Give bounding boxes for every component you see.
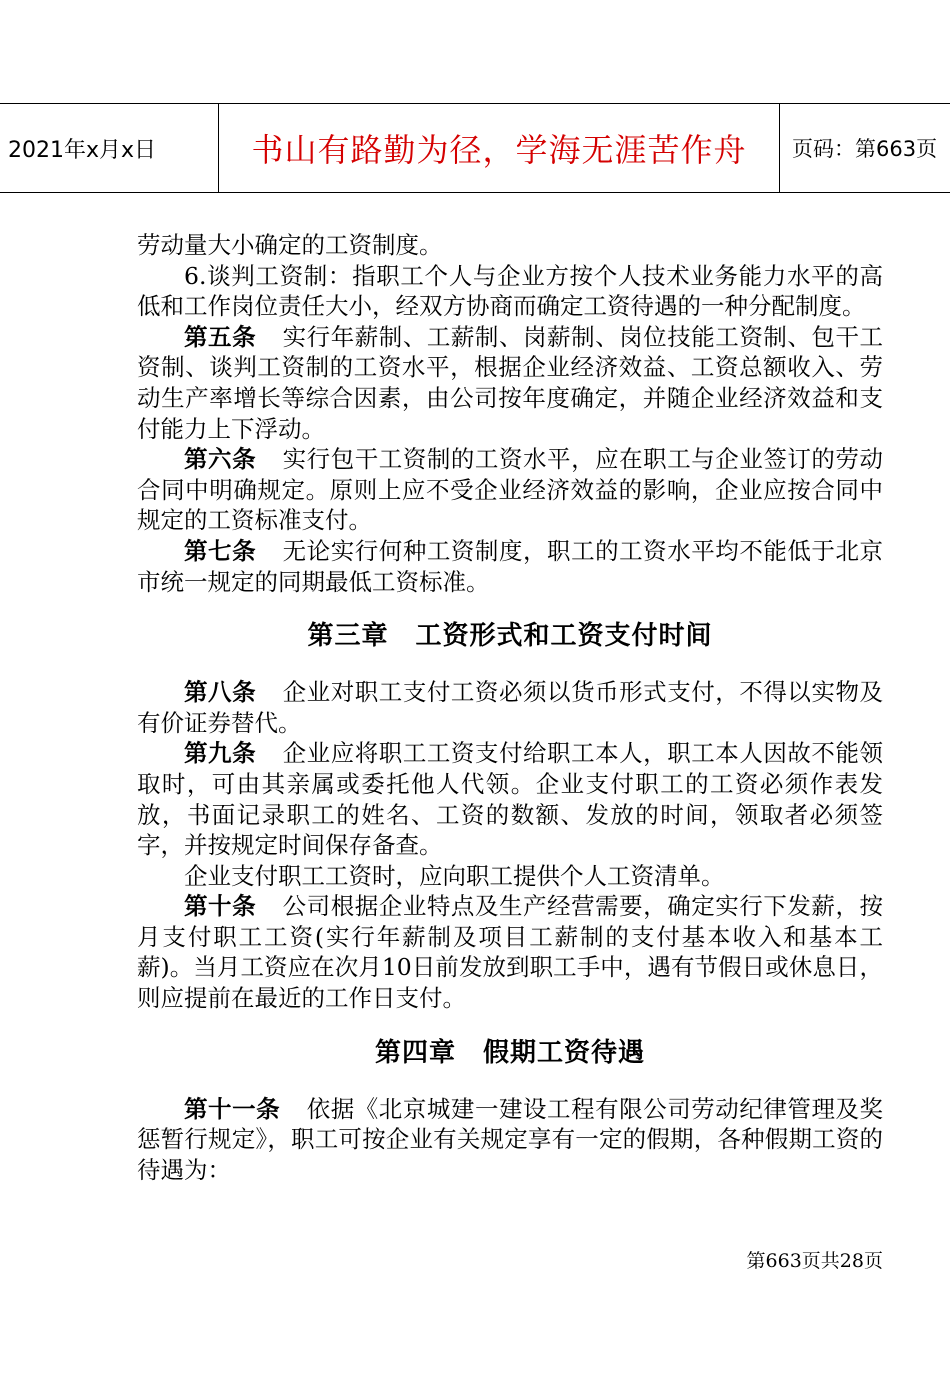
article-10 xyxy=(137,891,883,1013)
article-11 xyxy=(137,1094,883,1186)
header-date: 2021年x月x日 xyxy=(0,104,219,192)
article-9 xyxy=(137,738,883,860)
article-text: 企业应将职工工资支付给职工本人，职工本人因故不能领取时，可由其亲属或委托他人代领。企业支付职工的工资必须作表发放，书面记录职工的姓名、工资的数额、发放的时间，领取者必须签字，并按规定时间保存备查。 xyxy=(137,739,884,860)
paragraph: 6.谈判工资制：指职工个人与企业方按个人技术业务能力水平的高低和工作岗位责任大小，经双方协商而确定工资待遇的一种分配制度。 xyxy=(137,261,883,321)
page-footer: 第663页共28页 xyxy=(746,1250,883,1272)
document-body xyxy=(137,230,883,1185)
article-5 xyxy=(137,322,883,444)
chapter-heading: 第三章 工资形式和工资支付时间 xyxy=(307,621,713,652)
article-text: 公司根据企业特点及生产经营需要，确定实行下发薪，按月支付职工工资(实行年薪制及项目工薪制的支付基本收入和基本工薪)。当月工资应在次月10日前发放到职工手中，遇有节假日或休息日，则应提前在最近的工作日支付。 xyxy=(137,892,884,1013)
article-title: 第十条 xyxy=(184,892,257,921)
article-text: 企业对职工支付工资必须以货币形式支付，不得以实物及有价证券替代。 xyxy=(137,678,884,737)
article-6 xyxy=(137,444,883,536)
paragraph: 劳动量大小确定的工资制度。 xyxy=(137,231,443,259)
article-8 xyxy=(137,677,883,738)
article-text: 实行包干工资制的工资水平，应在职工与企业签订的劳动合同中明确规定。原则上应不受企业经济效益的影响，企业应按合同中规定的工资标准支付。 xyxy=(137,445,884,535)
article-text: 无论实行何种工资制度，职工的工资水平均不能低于北京市统一规定的同期最低工资标准。 xyxy=(137,536,884,596)
header-motto: 书山有路勤为径，学海无涯苦作舟 xyxy=(219,104,780,192)
article-title: 第六条 xyxy=(184,445,257,474)
article-title: 第九条 xyxy=(184,739,257,768)
article-title: 第十一条 xyxy=(184,1094,281,1123)
chapter-heading: 第四章 假期工资待遇 xyxy=(374,1037,645,1068)
article-text: 实行年薪制、工薪制、岗薪制、岗位技能工资制、包干工资制、谈判工资制的工资水平，根据企业经济效益、工资总额收入、劳动生产率增长等综合因素，由公司按年度确定，并随企业经济效益和支付能力上下浮动。 xyxy=(137,322,884,443)
article-7 xyxy=(137,536,883,597)
header-page-number: 页码：第663页 xyxy=(792,137,938,161)
article-title: 第五条 xyxy=(184,322,257,351)
article-text: 依据《北京城建一建设工程有限公司劳动纪律管理及奖惩暂行规定》，职工可按企业有关规定享有一定的假期，各种假期工资的待遇为： xyxy=(137,1094,884,1184)
article-title: 第八条 xyxy=(184,678,257,707)
paragraph: 企业支付职工工资时，应向职工提供个人工资清单。 xyxy=(184,861,725,890)
article-title: 第七条 xyxy=(184,536,257,565)
page-header xyxy=(0,103,950,193)
